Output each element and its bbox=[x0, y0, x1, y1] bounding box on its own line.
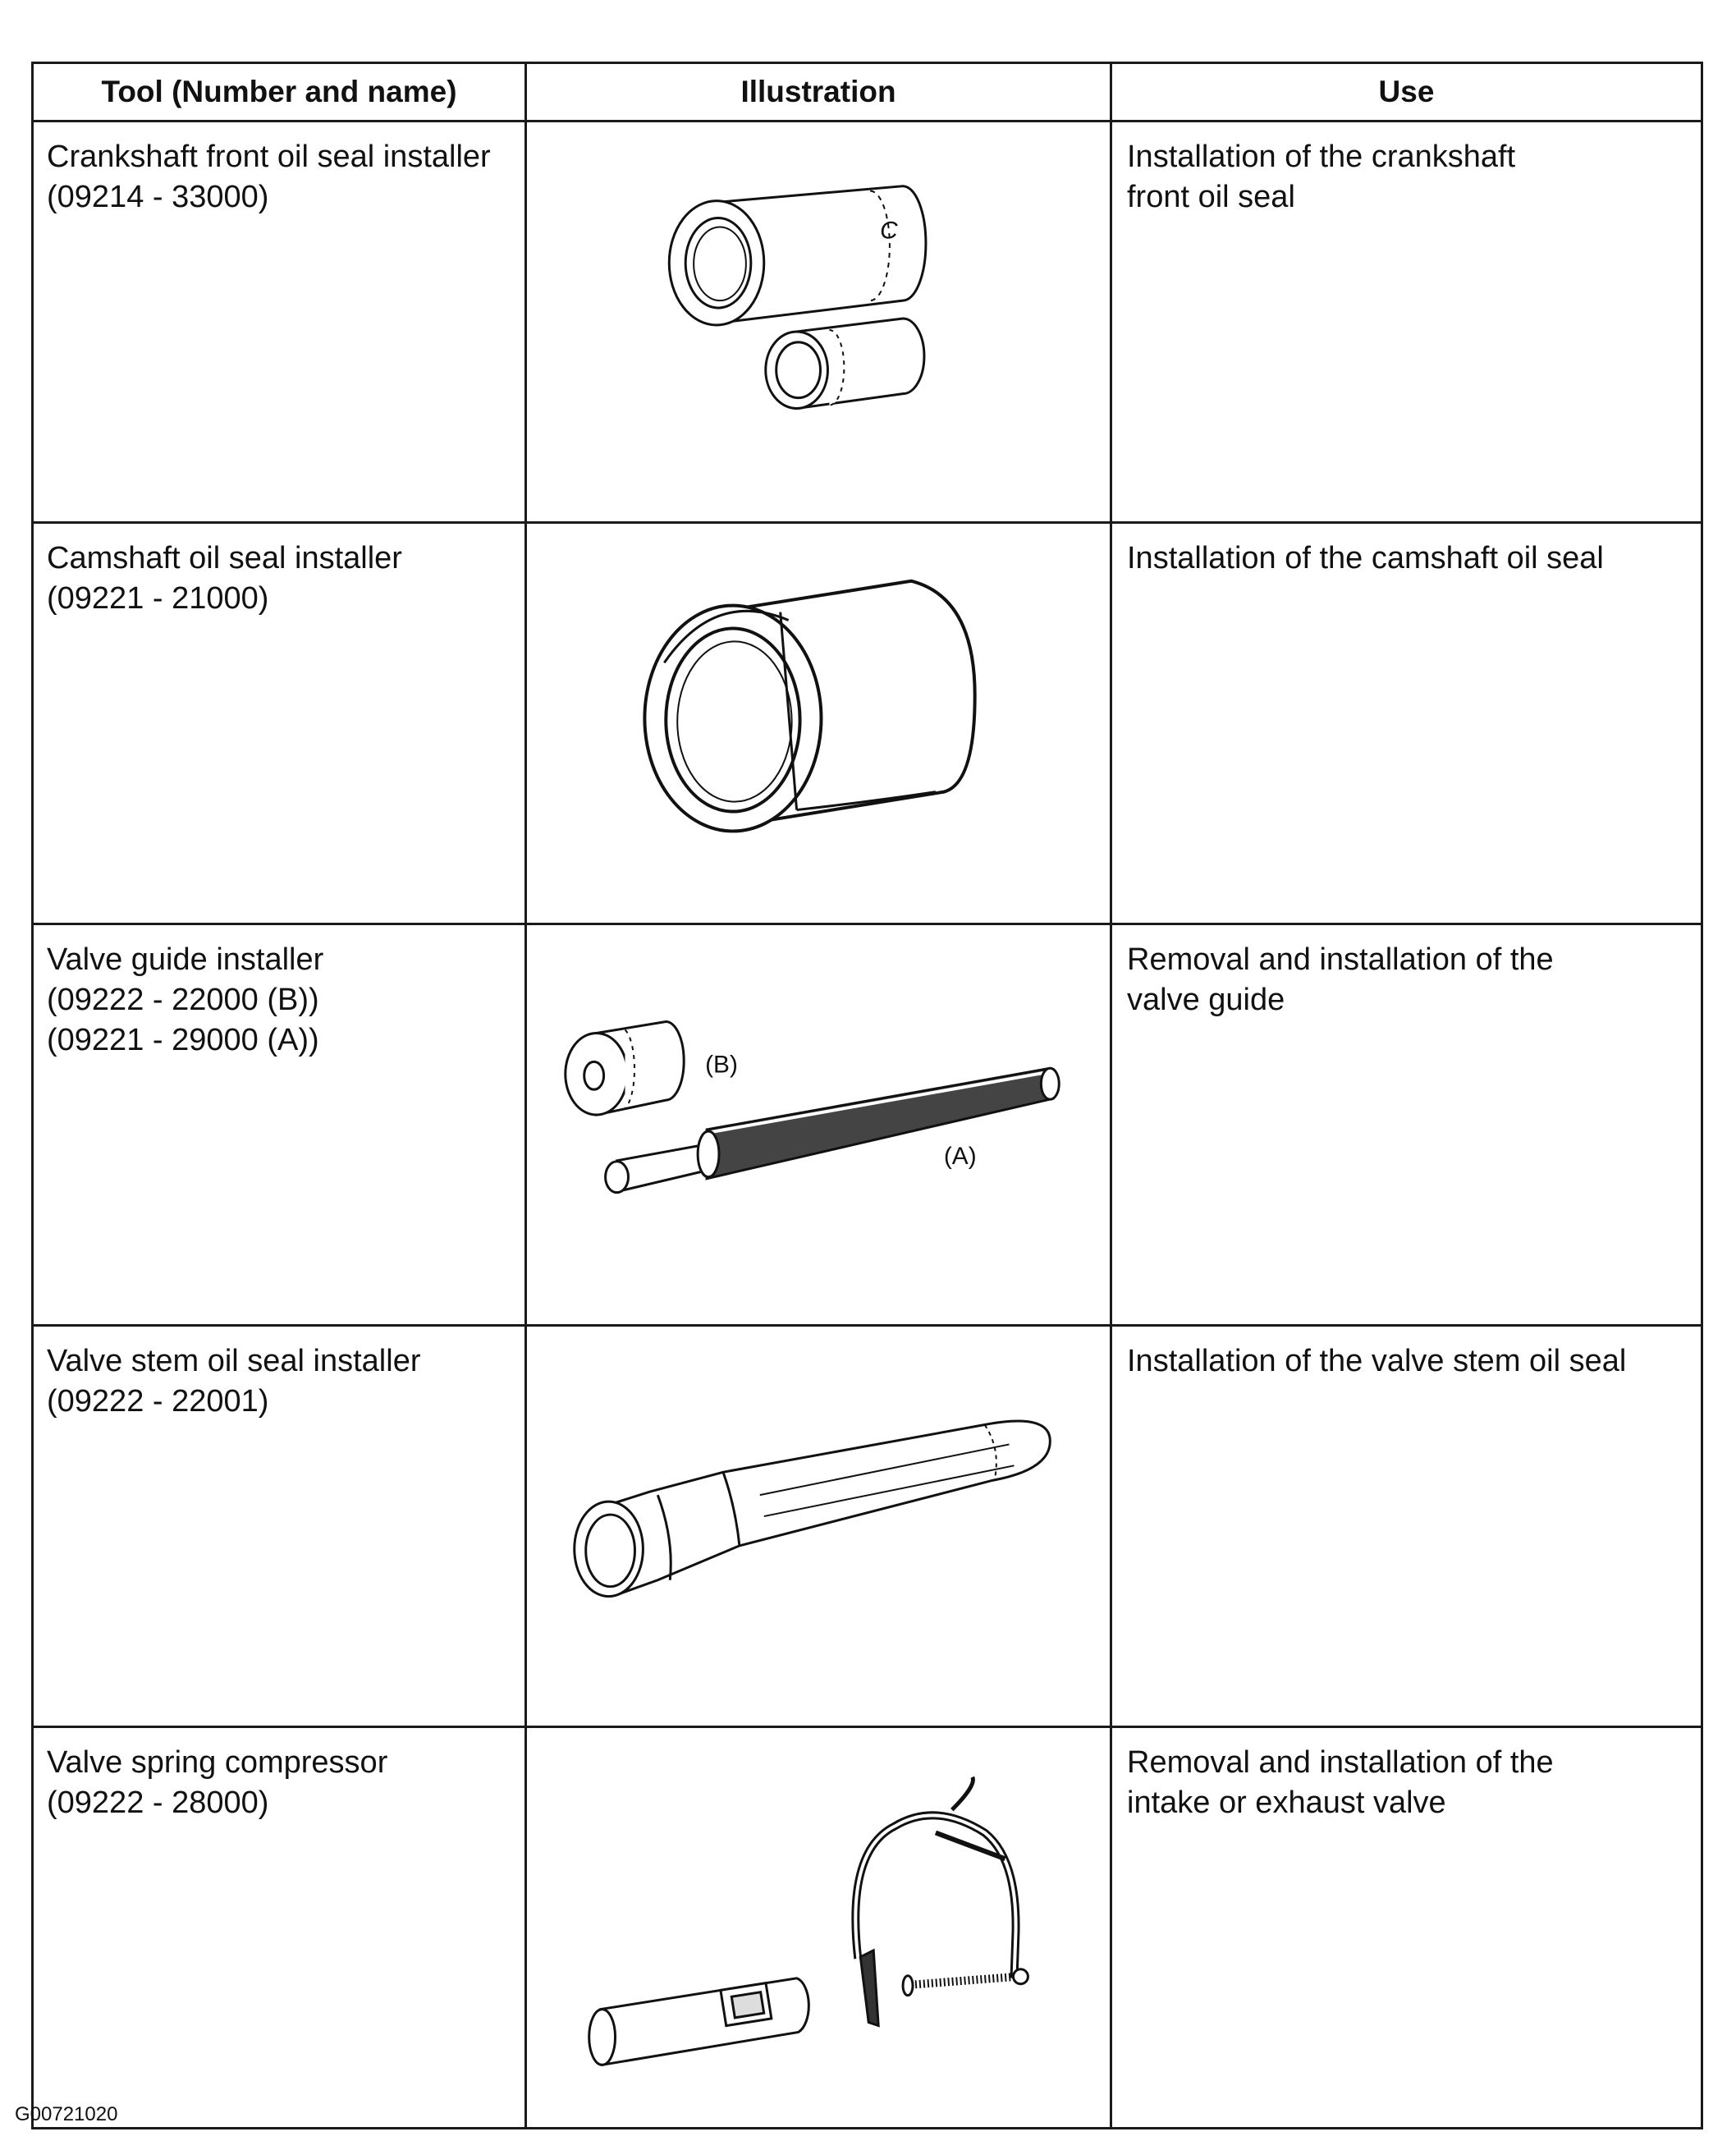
tool-name: Valve guide installer bbox=[47, 942, 324, 977]
tool-cell bbox=[33, 523, 526, 924]
label-b: (B) bbox=[705, 1051, 738, 1079]
header-tool: Tool (Number and name) bbox=[33, 63, 526, 121]
tool-cell bbox=[33, 121, 526, 523]
tool-name: Crankshaft front oil seal installer bbox=[47, 140, 491, 174]
valve-guide-installer-drawing bbox=[527, 925, 1110, 1324]
valve-spring-compressor-drawing bbox=[527, 1728, 1110, 2127]
use-text: intake or exhaust valve bbox=[1127, 1786, 1446, 1820]
use-text: Removal and installation of the bbox=[1127, 1745, 1554, 1780]
use-text: valve guide bbox=[1127, 983, 1285, 1017]
tool-number: (09214 - 33000) bbox=[47, 180, 269, 214]
header-illustration: Illustration bbox=[526, 63, 1111, 121]
illustration-cell bbox=[526, 523, 1111, 924]
tool-number: (09222 - 22001) bbox=[47, 1384, 269, 1419]
use-text: Installation of the valve stem oil seal bbox=[1127, 1344, 1627, 1378]
table-row bbox=[33, 121, 1702, 523]
use-text: Installation of the crankshaft bbox=[1127, 140, 1516, 174]
crankshaft-seal-installer-drawing bbox=[527, 122, 1110, 521]
tool-cell bbox=[33, 1326, 526, 1727]
table-header-row bbox=[33, 63, 1702, 121]
tool-number: (09222 - 28000) bbox=[47, 1786, 269, 1820]
tool-cell bbox=[33, 924, 526, 1326]
use-text: Removal and installation of the bbox=[1127, 942, 1554, 977]
tool-name: Camshaft oil seal installer bbox=[47, 541, 402, 575]
use-cell bbox=[1111, 924, 1702, 1326]
tool-number: (09221 - 29000 (A)) bbox=[47, 1023, 319, 1057]
tool-cell bbox=[33, 1727, 526, 2129]
table-row bbox=[33, 1727, 1702, 2129]
table-row bbox=[33, 924, 1702, 1326]
label-a: (A) bbox=[943, 1142, 977, 1170]
illustration-cell bbox=[526, 121, 1111, 523]
tool-number: (09221 - 21000) bbox=[47, 581, 269, 616]
camshaft-seal-installer-drawing bbox=[527, 524, 1110, 923]
table-row bbox=[33, 523, 1702, 924]
tool-name: Valve stem oil seal installer bbox=[47, 1344, 421, 1378]
use-cell bbox=[1111, 121, 1702, 523]
tool-number: (09222 - 22000 (B)) bbox=[47, 983, 319, 1017]
use-cell bbox=[1111, 523, 1702, 924]
illustration-cell bbox=[526, 1727, 1111, 2129]
tool-name: Valve spring compressor bbox=[47, 1745, 388, 1780]
use-text: front oil seal bbox=[1127, 180, 1295, 214]
use-text: Installation of the camshaft oil seal bbox=[1127, 541, 1604, 575]
use-cell bbox=[1111, 1727, 1702, 2129]
table-row bbox=[33, 1326, 1702, 1727]
figure-code: G00721020 bbox=[15, 2103, 118, 2125]
special-tools-table bbox=[31, 62, 1703, 2129]
illustration-cell bbox=[526, 924, 1111, 1326]
label-c: C bbox=[880, 217, 898, 245]
illustration-cell bbox=[526, 1326, 1111, 1727]
header-use: Use bbox=[1111, 63, 1702, 121]
use-cell bbox=[1111, 1326, 1702, 1727]
valve-stem-seal-installer-drawing bbox=[527, 1327, 1110, 1726]
